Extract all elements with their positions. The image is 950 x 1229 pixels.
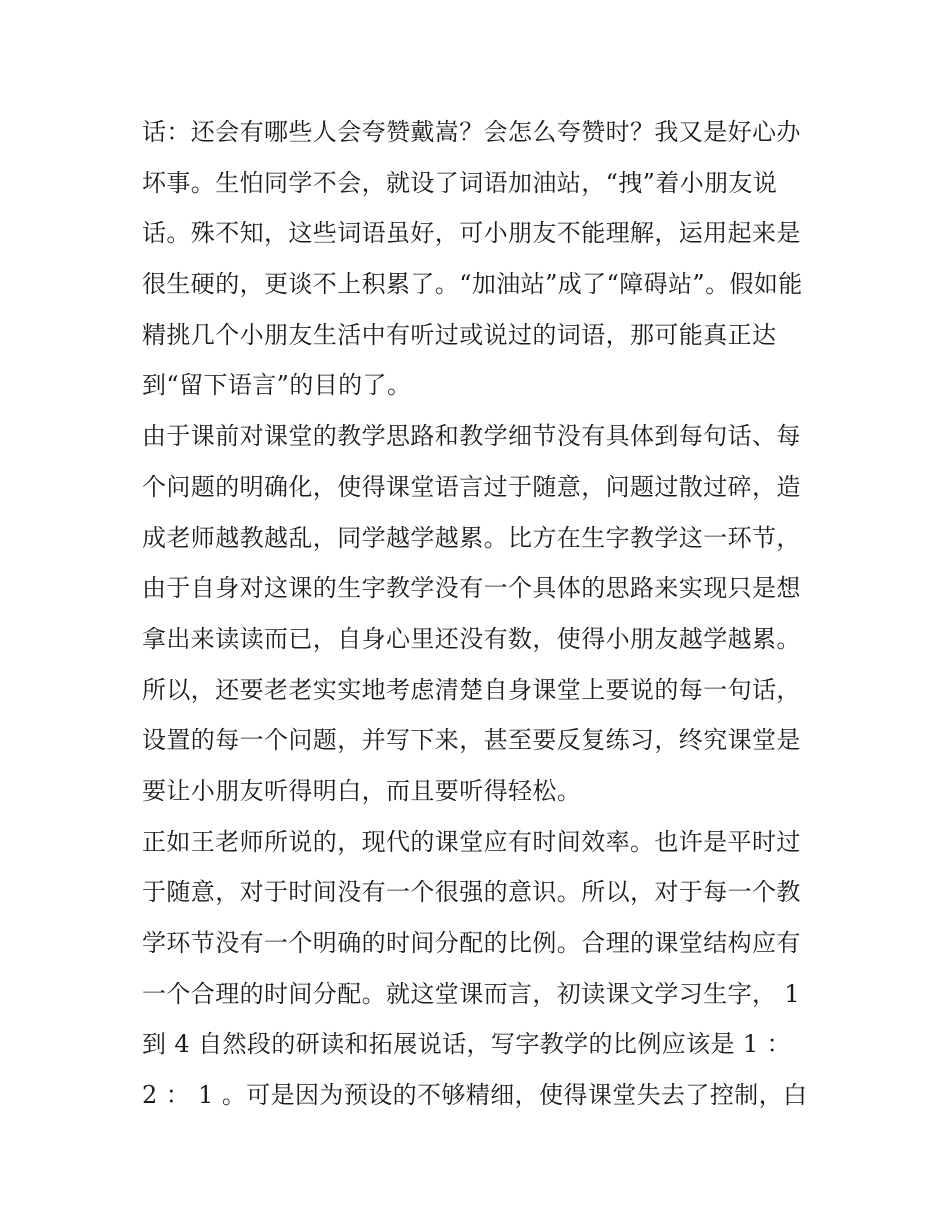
text-line: 个问题的明确化，使得课堂语言过于随意，问题过散过碎，造 xyxy=(142,472,801,501)
text-line: 2 ： 1 。可是因为预设的不够精细，使得课堂失去了控制，白 xyxy=(142,1081,808,1110)
text-line: 要让小朋友听得明白，而且要听得轻松。 xyxy=(142,776,582,805)
text-line: 到“留下语言”的目的了。 xyxy=(142,371,412,400)
text-line: 精挑几个小朋友生活中有听过或说过的词语，那可能真正达 xyxy=(142,320,777,349)
text-line: 由于自身对这课的生字教学没有一个具体的思路来实现只是想 xyxy=(142,574,801,603)
text-line: 由于课前对课堂的教学思路和教学细节没有具体到每句话、每 xyxy=(142,422,801,451)
text-line: 到 4 自然段的研读和拓展说话，写字教学的比例应该是 1 ： xyxy=(142,1030,792,1059)
text-line: 话。殊不知，这些词语虽好，可小朋友不能理解，运用起来是 xyxy=(142,219,801,248)
text-line: 所以，还要老老实实地考虑清楚自身课堂上要说的每一句话， xyxy=(142,675,801,704)
text-line: 很生硬的，更谈不上积累了。“加油站”成了“障碍站”。假如能 xyxy=(142,270,803,299)
text-line: 于随意，对于时间没有一个很强的意识。所以，对于每一个教 xyxy=(142,878,801,907)
text-line: 成老师越教越乱，同学越学越累。比方在生字教学这一环节， xyxy=(142,523,801,552)
text-line: 正如王老师所说的，现代的课堂应有时间效率。也许是平时过 xyxy=(142,827,801,856)
text-line: 话：还会有哪些人会夸赞戴嵩？会怎么夸赞时？我又是好心办 xyxy=(142,118,801,146)
text-line: 拿出来读读而已，自身心里还没有数，使得小朋友越学越累。 xyxy=(142,624,801,653)
text-line: 设置的每一个问题，并写下来，甚至要反复练习，终究课堂是 xyxy=(142,726,801,755)
body-text xyxy=(142,107,822,1121)
text-line: 坏事。生怕同学不会，就设了词语加油站，“拽”着小朋友说 xyxy=(142,168,778,197)
text-line: 一个合理的时间分配。就这堂课而言，初读课文学习生字， 1 xyxy=(142,979,801,1008)
text-line: 学环节没有一个明确的时间分配的比例。合理的课堂结构应有 xyxy=(142,929,801,957)
